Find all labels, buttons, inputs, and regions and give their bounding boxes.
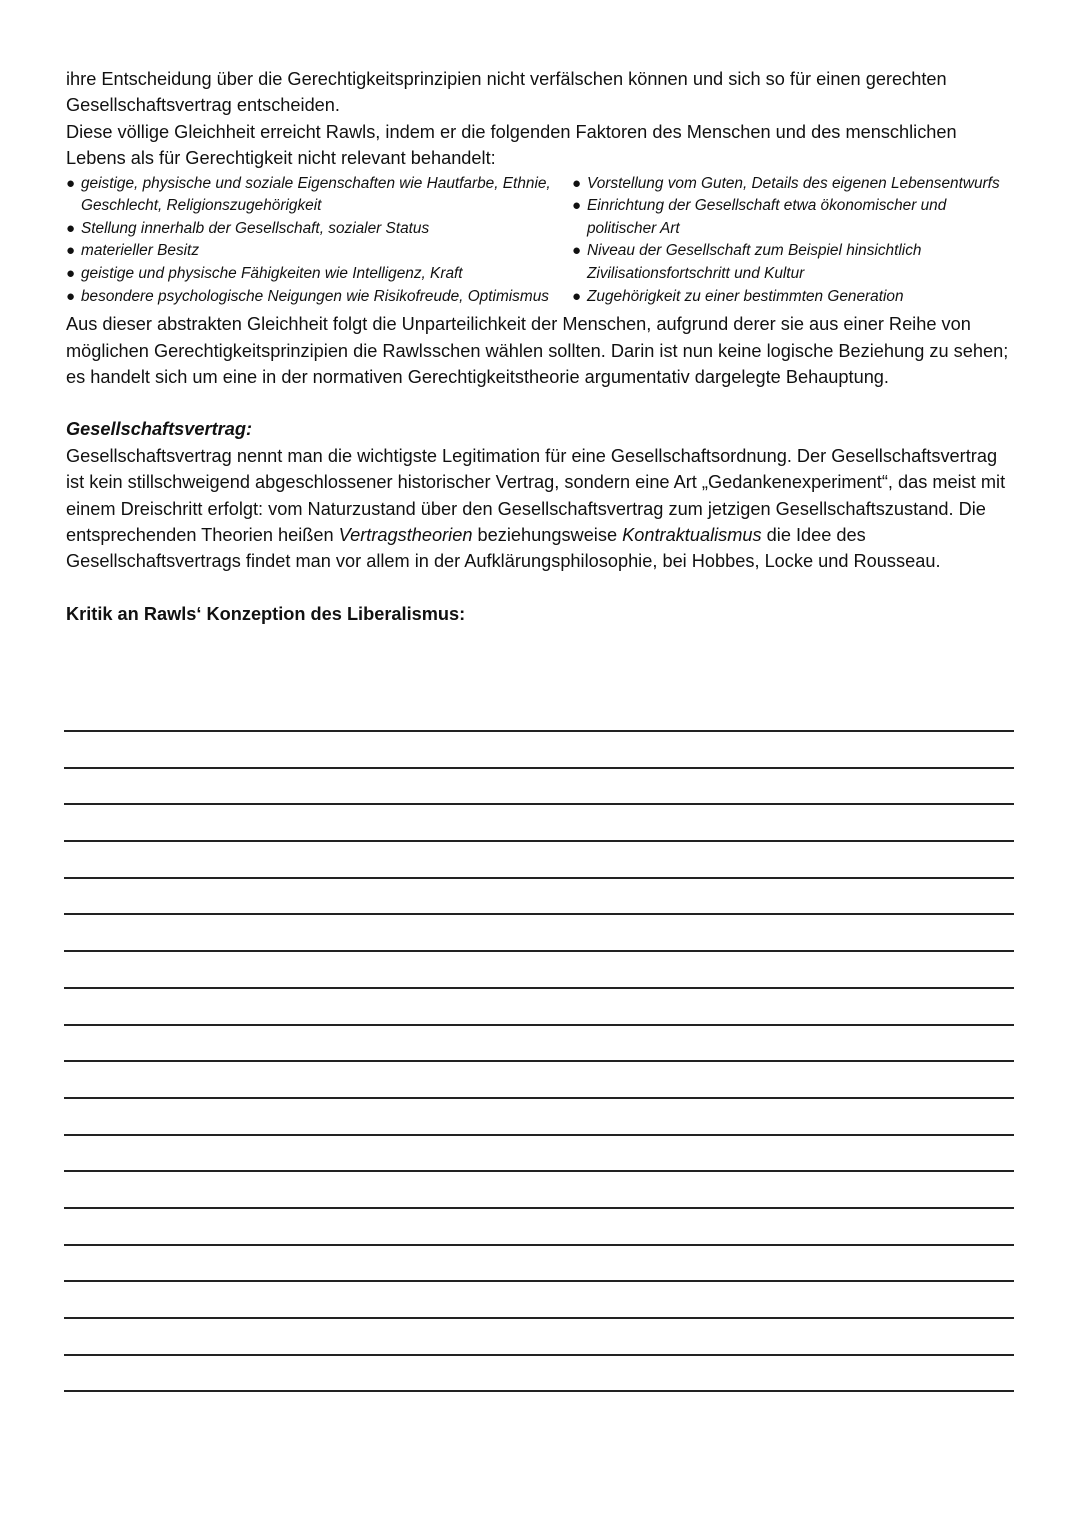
- writing-line[interactable]: [64, 1354, 1014, 1391]
- factor-list-right: [572, 173, 1014, 309]
- list-item: ● Stellung innerhalb der Gesellschaft, sozialer Status: [66, 218, 572, 241]
- bullet-icon: ●: [572, 287, 582, 305]
- writing-line[interactable]: [64, 767, 1014, 804]
- writing-line[interactable]: [64, 913, 1014, 950]
- term-vertragstheorien: Vertragstheorien: [338, 525, 473, 546]
- bullet-icon: ●: [66, 174, 76, 192]
- writing-line[interactable]: [64, 950, 1014, 987]
- worksheet-page: [66, 66, 1014, 627]
- list-item: ● Zugehörigkeit zu einer bestimmten Generation: [572, 286, 1014, 309]
- writing-line[interactable]: [64, 1170, 1014, 1207]
- bullet-icon: ●: [66, 219, 76, 237]
- factor-list: [66, 173, 1014, 309]
- writing-line[interactable]: [64, 1280, 1014, 1317]
- conclusion-paragraph: Aus dieser abstrakten Gleichheit folgt die Unparteilichkeit der Menschen, aufgrund derer sie aus einer Reihe von möglichen Gerechtigkeitsprinzipien die Rawlsschen wählen sollten. Darin ist nun keine logische Beziehung zu sehen; es handelt sich um eine in der normativen Gerechtigkeitstheorie argumentativ dargelegte Behauptung.: [66, 314, 1009, 387]
- writing-line[interactable]: [64, 1097, 1014, 1134]
- contract-paragraph: Gesellschaftsvertrag nennt man die wichtigste Legitimation für eine Gesellschaftsordnung. Der Gesellschaftsvertrag ist kein stillschweigend abgeschlossener historischer Vertrag, sondern eine Art „Gedankenexperiment“, das meist mit einem Dreischritt erfolgt: vom Naturzustand über den Gesellschaftsvertrag zum jetzigen Gesellschaftszustand. Die entsprechenden Theorien heißen Vertragstheorien beziehungsweise Kontraktualismus die Idee des Gesellschaftsvertrags findet man vor allem in der Aufklärungsphilosophie, bei Hobbes, Locke und Rousseau.: [66, 445, 1006, 572]
- writing-line[interactable]: [64, 730, 1014, 767]
- bullet-icon: ●: [572, 242, 582, 260]
- writing-line[interactable]: [64, 987, 1014, 1024]
- factor-list-left: [66, 173, 572, 309]
- list-item: ● geistige und physische Fähigkeiten wie Intelligenz, Kraft: [66, 263, 572, 286]
- bullet-icon: ●: [66, 287, 76, 305]
- answer-lines: [64, 730, 1014, 1427]
- writing-line[interactable]: [64, 840, 1014, 877]
- writing-line[interactable]: [64, 877, 1014, 914]
- section-heading-contract: Gesellschaftsvertrag:: [66, 419, 253, 440]
- writing-line[interactable]: [64, 1390, 1014, 1427]
- writing-line[interactable]: [64, 1317, 1014, 1354]
- writing-line[interactable]: [64, 1060, 1014, 1097]
- writing-line[interactable]: [64, 1207, 1014, 1244]
- list-item: ● Einrichtung der Gesellschaft etwa ökonomischer und politischer Art: [572, 197, 947, 237]
- bullet-icon: ●: [66, 242, 76, 260]
- intro-paragraph-1: ihre Entscheidung über die Gerechtigkeitsprinzipien nicht verfälschen können und sich so für einen gerechten Gesellschaftsvertrag entscheiden.: [66, 69, 947, 116]
- writing-line[interactable]: [64, 1244, 1014, 1281]
- bullet-icon: ●: [572, 197, 582, 215]
- writing-line[interactable]: [64, 803, 1014, 840]
- list-item: ● geistige, physische und soziale Eigenschaften wie Hautfarbe, Ethnie, Geschlecht, Religionszugehörigkeit: [66, 174, 551, 215]
- intro-paragraph-2: Diese völlige Gleichheit erreicht Rawls, indem er die folgenden Faktoren des Menschen und des menschlichen Lebens als für Gerechtigkeit nicht relevant behandelt:: [66, 121, 957, 169]
- list-item: ● Niveau der Gesellschaft zum Beispiel hinsichtlich Zivilisationsfortschritt und Kultur: [572, 242, 922, 282]
- list-item: ● materieller Besitz: [66, 240, 572, 263]
- section-heading-critique: Kritik an Rawls‘ Konzeption des Liberalismus:: [66, 603, 466, 624]
- writing-line[interactable]: [64, 1134, 1014, 1171]
- writing-line[interactable]: [64, 1024, 1014, 1061]
- list-item: ● Vorstellung vom Guten, Details des eigenen Lebensentwurfs: [572, 173, 1014, 196]
- bullet-icon: ●: [572, 174, 582, 192]
- bullet-icon: ●: [66, 265, 76, 282]
- term-kontraktualismus: Kontraktualismus: [622, 525, 762, 546]
- list-item: ● besondere psychologische Neigungen wie Risikofreude, Optimismus: [66, 286, 572, 309]
